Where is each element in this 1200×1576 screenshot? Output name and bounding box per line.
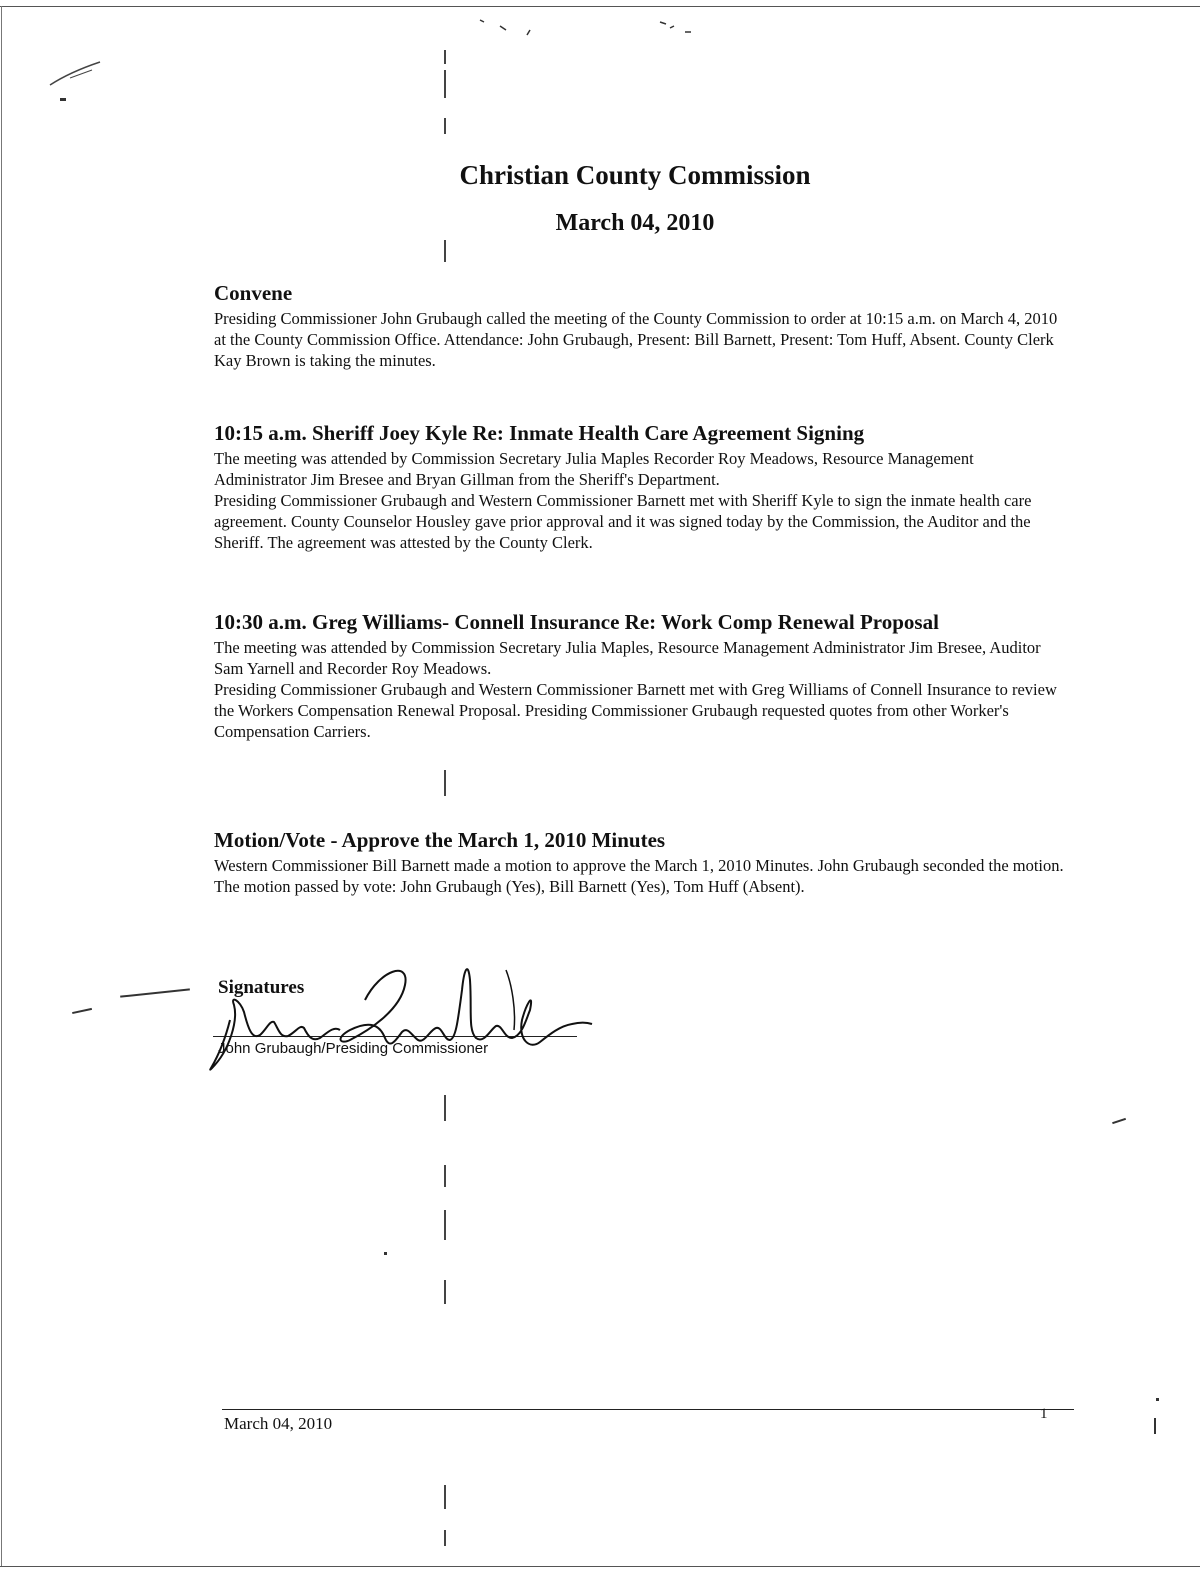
section-paragraph: Presiding Commissioner Grubaugh and Western Commissioner Barnett met with Greg Williams of Connell Insurance to review the Workers Compensation Renewal Proposal. Presiding Commissioner Grubaugh requested quotes from other Worker's Compensation Carriers. xyxy=(214,680,1057,741)
scan-mark xyxy=(444,50,446,64)
scan-mark xyxy=(444,70,446,98)
section-heading: 10:15 a.m. Sheriff Joey Kyle Re: Inmate Health Care Agreement Signing xyxy=(214,421,865,445)
scan-mark xyxy=(444,1095,446,1121)
document-title: Christian County Commission xyxy=(459,160,811,190)
section-motion-vote xyxy=(214,827,1064,897)
section-paragraph: The meeting was attended by Commission Secretary Julia Maples Recorder Roy Meadows, Resource Management Administrator Jim Bresee and Bryan Gillman from the Sheriff's Department. xyxy=(214,449,974,489)
scan-speck xyxy=(384,1252,387,1255)
section-heading: 10:30 a.m. Greg Williams- Connell Insurance Re: Work Comp Renewal Proposal xyxy=(214,610,939,634)
scan-smudge xyxy=(40,50,120,95)
scan-mark xyxy=(444,118,446,134)
scan-speck xyxy=(1154,1418,1156,1434)
section-paragraph: Presiding Commissioner Grubaugh and Western Commissioner Barnett met with Sheriff Kyle to sign the inmate health care agreement. County Counselor Housley gave prior approval and it was signed today by the Commission, the Auditor and the Sheriff. The agreement was attested by the County Clerk. xyxy=(214,491,1032,552)
scan-mark xyxy=(444,1165,446,1187)
footer-date: March 04, 2010 xyxy=(224,1414,333,1433)
section-heading: Convene xyxy=(214,281,293,305)
scan-smudge xyxy=(470,12,710,42)
section-convene xyxy=(214,280,1064,371)
page-number: 1 xyxy=(1040,1406,1048,1422)
section-paragraph: The meeting was attended by Commission Secretary Julia Maples, Resource Management Administrator Jim Bresee, Auditor Sam Yarnell and Recorder Roy Meadows. xyxy=(214,638,1041,678)
scan-border-top xyxy=(0,6,1200,7)
scan-mark xyxy=(444,1485,446,1509)
signatures-heading: Signatures xyxy=(218,977,305,998)
footer-rule xyxy=(222,1409,1074,1410)
scan-border-bottom xyxy=(0,1566,1200,1567)
section-paragraph: Presiding Commissioner John Grubaugh called the meeting of the County Commission to order at 10:15 a.m. on March 4, 2010 at the County Commission Office. Attendance: John Grubaugh, Present: Bill Barnett, Present: Tom Huff, Absent. County Clerk Kay Brown is taking the minutes. xyxy=(214,309,1058,370)
scan-mark xyxy=(444,240,446,262)
scan-mark xyxy=(444,1210,446,1240)
scan-speck xyxy=(1112,1118,1126,1124)
scan-speck xyxy=(120,988,190,997)
section-sheriff-meeting xyxy=(214,420,1064,553)
document-date: March 04, 2010 xyxy=(555,210,715,236)
scan-speck xyxy=(60,98,66,101)
scan-speck xyxy=(1156,1398,1159,1401)
scan-mark xyxy=(444,1530,446,1546)
handwritten-signature xyxy=(200,950,610,1090)
section-insurance-meeting xyxy=(214,609,1064,742)
scan-border-left xyxy=(1,6,2,1566)
signer-caption: John Grubaugh/Presiding Commissioner xyxy=(218,1040,489,1057)
section-heading: Motion/Vote - Approve the March 1, 2010 Minutes xyxy=(214,828,666,852)
scan-mark xyxy=(444,770,446,796)
scan-mark xyxy=(444,1280,446,1304)
section-paragraph: Western Commissioner Bill Barnett made a motion to approve the March 1, 2010 Minutes. John Grubaugh seconded the motion. The motion passed by vote: John Grubaugh (Yes), Bill Barnett (Yes), Tom Huff (Absent). xyxy=(214,856,1064,896)
scan-speck xyxy=(72,1008,92,1014)
